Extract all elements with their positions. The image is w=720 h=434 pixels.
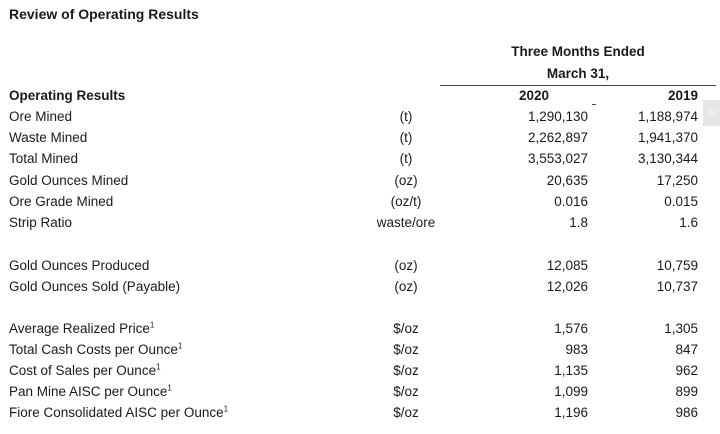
row-unit: (t) (399, 151, 413, 166)
table-row (0, 109, 720, 130)
row-unit: (t) (399, 130, 413, 145)
row-label: Total Cash Costs per Ounce$^1$ (9, 341, 183, 357)
row-unit: $/oz (393, 342, 419, 357)
row-label: Average Realized Price$^1$ (9, 320, 155, 336)
value-2020: 12,085 (546, 258, 588, 273)
header-divider (440, 85, 716, 86)
value-2019: 17,250 (656, 173, 698, 188)
table-row (0, 130, 720, 151)
row-label: Gold Ounces Mined (9, 173, 129, 188)
row-label: Ore Grade Mined (9, 194, 114, 209)
value-2019: 10,737 (656, 279, 698, 294)
row-unit: (oz) (394, 173, 418, 188)
row-label: Gold Ounces Sold (Payable) (9, 279, 181, 294)
row-unit: (t) (399, 109, 413, 124)
row-label: Waste Mined (9, 130, 88, 145)
table-row (0, 215, 720, 236)
value-2019: 1.6 (679, 215, 698, 230)
table-row (0, 194, 720, 215)
value-2019: 986 (675, 405, 698, 420)
row-unit: waste/ore (376, 215, 436, 230)
table-row (0, 173, 720, 194)
row-unit: (oz/t) (390, 194, 422, 209)
value-2019: 10,759 (656, 258, 698, 273)
row-unit: $/oz (393, 405, 419, 420)
value-2020: 1,099 (554, 384, 588, 399)
footnote-marker: 1 (156, 362, 161, 372)
row-label: Gold Ounces Produced (9, 258, 150, 273)
period-header-line1: Three Months Ended (511, 44, 645, 59)
row-label: Total Mined (9, 151, 79, 166)
row-unit: $/oz (393, 363, 419, 378)
header-tick (592, 104, 596, 105)
value-2019: 3,130,344 (637, 151, 698, 166)
row-label: Fiore Consolidated AISC per Ounce$^1$ (9, 404, 229, 420)
row-label: Ore Mined (9, 109, 73, 124)
value-2020: 1,196 (554, 405, 588, 420)
table-row (0, 321, 720, 342)
period-header-line2: March 31, (546, 66, 610, 81)
value-2020: 12,026 (546, 279, 588, 294)
value-2020: 1.8 (569, 215, 588, 230)
page-title: Review of Operating Results (9, 6, 199, 22)
value-2020: 983 (565, 342, 588, 357)
section-heading-operating-results: Operating Results (9, 88, 126, 103)
footnote-marker: 1 (223, 404, 229, 414)
footnote-marker: 1 (149, 320, 155, 330)
column-header-2019: 2019 (667, 88, 698, 103)
table-row (0, 258, 720, 279)
value-2020: 0.016 (554, 194, 588, 209)
row-label: Cost of Sales per Ounce$^1$ (9, 362, 161, 378)
side-tab[interactable]: De (703, 100, 720, 126)
value-2020: 1,290,130 (527, 109, 588, 124)
value-2019: 1,188,974 (637, 109, 698, 124)
table-row (0, 405, 720, 426)
value-2019: 847 (675, 342, 698, 357)
value-2020: 1,576 (554, 321, 588, 336)
value-2020: 3,553,027 (527, 151, 588, 166)
value-2019: 962 (675, 363, 698, 378)
row-label: Strip Ratio (9, 215, 73, 230)
row-unit: $/oz (393, 384, 419, 399)
row-unit: (oz) (394, 258, 418, 273)
table-row (0, 363, 720, 384)
row-unit: $/oz (393, 321, 419, 336)
value-2020: 1,135 (554, 363, 588, 378)
value-2020: 20,635 (546, 173, 588, 188)
column-header-2020: 2020 (518, 88, 550, 103)
row-label: Pan Mine AISC per Ounce$^1$ (9, 383, 172, 399)
value-2019: 899 (675, 384, 698, 399)
value-2019: 0.015 (664, 194, 698, 209)
value-2019: 1,305 (664, 321, 698, 336)
table-row (0, 384, 720, 405)
row-unit: (oz) (394, 279, 418, 294)
footnote-marker: 1 (177, 341, 183, 351)
table-row (0, 342, 720, 363)
table-row (0, 279, 720, 300)
value-2020: 2,262,897 (527, 130, 588, 145)
footnote-marker: 1 (167, 383, 172, 393)
value-2019: 1,941,370 (637, 130, 698, 145)
table-row (0, 151, 720, 172)
